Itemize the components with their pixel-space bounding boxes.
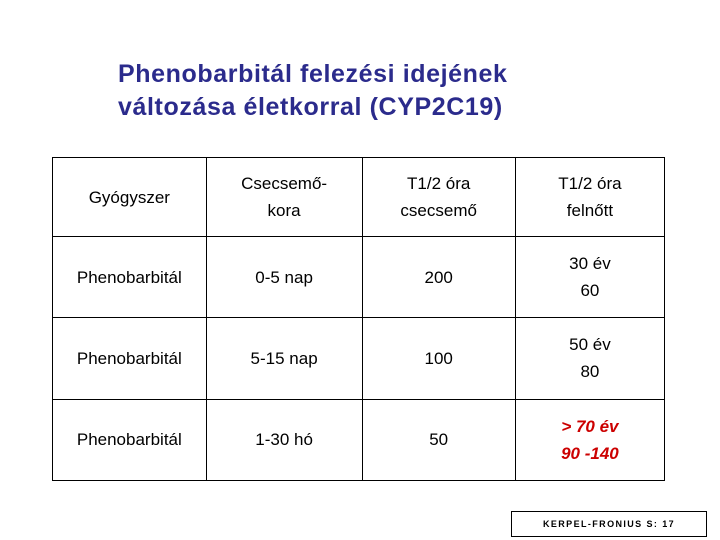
table-row: [53, 318, 665, 399]
drug-cell: Phenobarbitál: [53, 237, 207, 318]
slide-title: [118, 58, 678, 124]
header-drug-label: Gyógyszer: [88, 187, 170, 207]
infant-age-cell: 5-15 nap: [206, 318, 362, 399]
table-row: [53, 399, 665, 480]
adult-cell: [515, 318, 664, 399]
half-life-infant-cell: 200: [362, 237, 515, 318]
source-credit: KERPEL-FRONIUS S: 17: [511, 511, 707, 537]
half-life-table: [52, 157, 665, 481]
table-row: [53, 237, 665, 318]
half-life-infant-cell: 50: [362, 399, 515, 480]
half-life-infant-cell: 100: [362, 318, 515, 399]
title-line-2: változása életkorral (CYP2C19): [118, 93, 503, 121]
adult-half-life: 60: [580, 281, 600, 301]
header-half-life-adult-line1: T1/2 óra: [558, 174, 622, 193]
adult-age: > 70 év: [561, 416, 619, 436]
header-half-life-infant: [362, 158, 515, 237]
title-line-1: Phenobarbitál felezési idejének: [118, 60, 508, 88]
adult-cell-highlighted: [515, 399, 664, 480]
header-infant-age-line2: kora: [267, 201, 301, 220]
adult-age: 30 év: [569, 254, 611, 274]
adult-age: 50 év: [569, 335, 611, 355]
header-half-life-adult-line2: felnőtt: [566, 201, 614, 220]
header-infant-age-line1: Csecsemő-: [241, 174, 328, 193]
adult-half-life: 90 -140: [561, 443, 619, 463]
header-drug: [53, 158, 207, 237]
header-half-life-adult: [515, 158, 664, 237]
header-row: [53, 158, 665, 237]
infant-age-cell: 1-30 hó: [206, 399, 362, 480]
adult-half-life: 80: [580, 362, 600, 382]
adult-cell: [515, 237, 664, 318]
header-half-life-infant-line2: csecsemő: [400, 201, 477, 220]
drug-cell: Phenobarbitál: [53, 318, 207, 399]
header-infant-age: [206, 158, 362, 237]
header-half-life-infant-line1: T1/2 óra: [407, 174, 471, 193]
drug-cell: Phenobarbitál: [53, 399, 207, 480]
infant-age-cell: 0-5 nap: [206, 237, 362, 318]
